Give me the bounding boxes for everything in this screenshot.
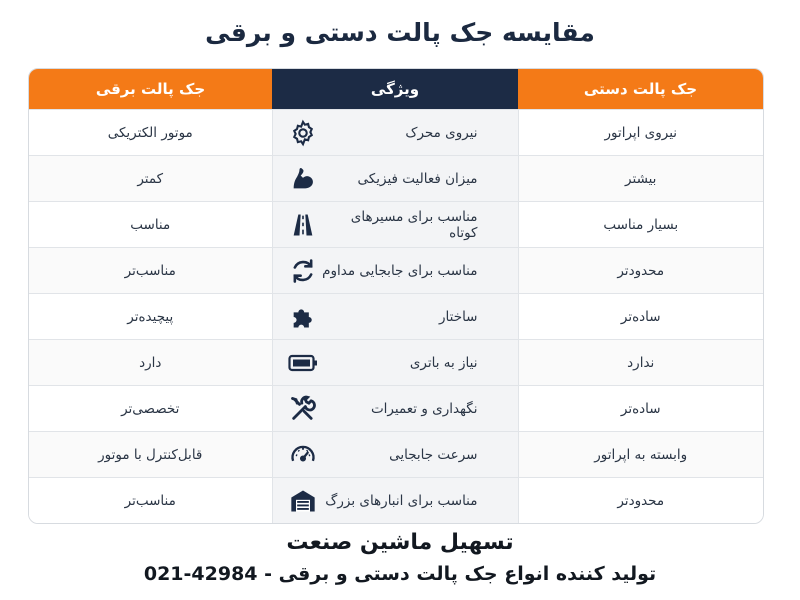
manual-cell: بسیار مناسب [518, 202, 763, 248]
muscle-icon [287, 163, 319, 195]
table-row [29, 386, 763, 432]
header-electric: جک پالت برقی [29, 69, 272, 110]
feature-label: نیروی محرک [405, 124, 478, 141]
puzzle-icon [287, 301, 319, 333]
table-row [29, 478, 763, 524]
header-manual: جک پالت دستی [518, 69, 763, 110]
feature-label: نگهداری و تعمیرات [370, 400, 478, 417]
gear-icon [287, 117, 319, 149]
feature-label: سرعت جابجایی [389, 446, 478, 463]
manual-cell: بیشتر [518, 156, 763, 202]
electric-cell: پیچیده‌تر [29, 294, 272, 340]
feature-label: نیاز به باتری [409, 354, 478, 371]
table-row [29, 294, 763, 340]
feature-cell [272, 202, 518, 248]
manual-cell: ساده‌تر [518, 386, 763, 432]
table-row [29, 248, 763, 294]
feature-label: ساختار [439, 308, 478, 325]
feature-cell [272, 340, 518, 386]
electric-cell: قابل‌کنترل با موتور [29, 432, 272, 478]
manual-cell: ساده‌تر [518, 294, 763, 340]
comparison-table [28, 68, 764, 524]
table-row [29, 432, 763, 478]
manual-cell: وابسته به اپراتور [518, 432, 763, 478]
header-feature: ویژگی [272, 69, 518, 110]
manual-cell: محدودتر [518, 478, 763, 524]
feature-cell [272, 110, 518, 156]
brand-subtitle: تولید کننده انواع جک پالت دستی و برقی - 42984-021 [143, 563, 657, 585]
table-row [29, 156, 763, 202]
manual-cell: ندارد [518, 340, 763, 386]
feature-cell [272, 478, 518, 524]
electric-cell: دارد [29, 340, 272, 386]
electric-cell: کمتر [29, 156, 272, 202]
feature-label: مناسب برای مسیرهای کوتاه [350, 208, 478, 241]
battery-icon [287, 347, 319, 379]
manual-cell: نیروی اپراتور [518, 110, 763, 156]
electric-cell: مناسب‌تر [29, 478, 272, 524]
feature-cell [272, 248, 518, 294]
electric-cell: تخصصی‌تر [29, 386, 272, 432]
table-row [29, 202, 763, 248]
tools-icon [287, 393, 319, 425]
electric-cell: مناسب‌تر [29, 248, 272, 294]
speedometer-icon [287, 439, 319, 471]
feature-label: میزان فعالیت فیزیکی [357, 170, 478, 187]
refresh-icon [287, 255, 319, 287]
feature-label: مناسب برای جابجایی مداوم [322, 262, 478, 279]
feature-cell [272, 386, 518, 432]
feature-cell [272, 294, 518, 340]
table-header-row [29, 69, 763, 110]
warehouse-icon [287, 485, 319, 517]
table-row [29, 110, 763, 156]
electric-cell: مناسب [29, 202, 272, 248]
feature-label: مناسب برای انبارهای بزرگ [325, 492, 478, 509]
feature-cell [272, 432, 518, 478]
manual-cell: محدودتر [518, 248, 763, 294]
brand-name: تسهیل ماشین صنعت [286, 530, 514, 555]
electric-cell: موتور الکتریکی [29, 110, 272, 156]
page-title: مقایسه جک پالت دستی و برقی [205, 18, 595, 47]
feature-cell [272, 156, 518, 202]
table-row [29, 340, 763, 386]
road-icon [287, 209, 319, 241]
